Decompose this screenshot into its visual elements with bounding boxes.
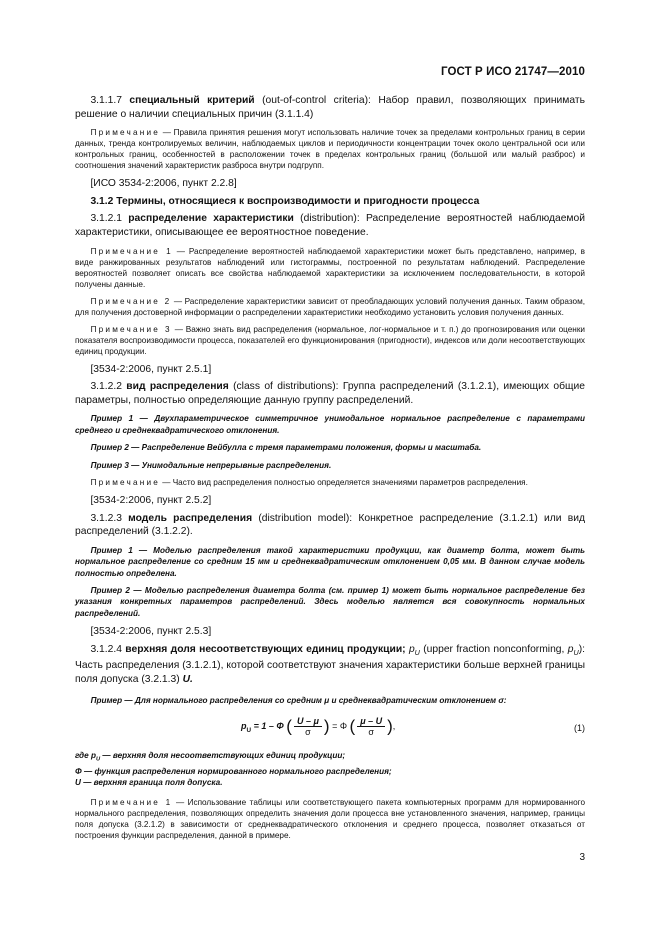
note <box>75 324 585 357</box>
term-symbol-2: p <box>567 643 574 655</box>
formula-fraction-1 <box>294 716 322 737</box>
example: Пример 2 — Распределение Вейбулла с тремя параметрами положения, формы и масштаба. <box>90 443 482 453</box>
page-number: 3 <box>579 852 585 863</box>
term-symbol-sub: U <box>414 647 420 657</box>
note-label: Примечание <box>90 477 160 487</box>
formula-example-intro: Пример — Для нормального распределения со средним μ и среднеквадратическим отклонением σ: <box>90 695 507 705</box>
term-number: 3.1.2.1 <box>90 213 122 225</box>
example: Пример 1 — Двухпараметрическое симметричное унимодальное нормальное распределение с параметрами среднего и среднеквадратического отклонения. <box>75 414 585 435</box>
term-entry <box>75 212 585 239</box>
fraction-2-bottom: σ <box>368 727 374 738</box>
document-header: ГОСТ Р ИСО 21747—2010 <box>440 66 585 78</box>
term-number: 3.1.2.4 <box>90 643 122 655</box>
term-entry <box>75 94 585 121</box>
note-text: — Распределение характеристики зависит от преобладающих условий получения данных. Таким образом, для получения достоверной информации о распределении характеристики необходимо установить условия получения данных. <box>75 296 585 317</box>
fraction-1-top: U – μ <box>294 716 322 727</box>
term-title: вид распределения <box>126 381 229 393</box>
formula-lhs: p <box>241 720 247 731</box>
where-item <box>75 766 585 777</box>
term-symbol-sub-2: U <box>573 647 579 657</box>
note-text: — Правила принятия решения могут использовать наличие точек за пределами контрольных границ в серии данных, тренда контролируемых величин, наблюдаемых циклов и периодичности концентрации точек около центральной оси или контрольных границ, особенностей в расположении точек в пределах контрольных границ (большой или малый разброс) и соотношения значений характеристик разброса внутри подгрупп. <box>75 128 586 171</box>
term-definition: ): Часть распределения (3.1.2.1), которой соответствуют значения характеристики больше верхней границы поля допуска (3.2.1.3) <box>75 643 585 686</box>
term-title: распределение характеристики <box>128 213 294 225</box>
formula-1 <box>75 712 585 744</box>
note-text: — Часто вид распределения полностью определяется значениями параметров распределения. <box>162 477 528 487</box>
term-number: 3.1.2.3 <box>90 512 122 524</box>
where-text: — верхняя доля несоответствующих единиц продукции; <box>100 751 346 761</box>
section-heading <box>75 195 585 209</box>
final-note <box>75 797 585 841</box>
term-definition: (class of distributions): Группа распределений (3.1.2.1), имеющих общие параметры, полностью определяющие данную группу распределений. <box>75 381 585 406</box>
note-label: Примечание 2 <box>90 296 172 306</box>
formula-expression: $p_U = 1 - \Phi$ ( $\frac{U - \mu}{\sigma}$ ) = Φ ( $\frac{\mu - U}{\sigma}$ ), <box>241 716 396 738</box>
where-item <box>75 750 585 766</box>
formula-tail: , <box>392 720 396 731</box>
term-definition: (out-of-control criteria): Набор правил, позволяющих принимать решение о наличии специальных причин (3.1.1.4) <box>75 95 585 120</box>
final-note-text: — Использование таблицы или соответствующего пакета компьютерных программ для нормированного нормального распределения, позволяющих определить значения доли процесса вне установленного значения, например, границы поля допуска (3.2.1.2) в зависимости от среднеквадратического отклонения и среднего процесса, позволяет отказаться от построения функции распределения, данной в примере. <box>75 797 585 840</box>
term-symbol: p <box>408 643 415 655</box>
where-text: — функция распределения нормированного нормального распределения; <box>81 767 392 777</box>
where-symbol: где p <box>75 751 96 761</box>
source-reference: [ИСО 3534-2:2006, пункт 2.2.8] <box>90 178 237 190</box>
formula-lhs-sub: U <box>246 726 252 734</box>
note <box>75 477 585 488</box>
note <box>75 127 585 171</box>
document-body <box>75 94 585 841</box>
note-text: — Распределение вероятностей наблюдаемой характеристики может быть представлено, например, в виде ранжированных результатов наблюдений или гистограммы, построенной по результатам наблюдений. Распределение вероятностей позволяет описать все свойства наблюдаемой характеристики за исключением последовательности, в которой получены данные. <box>75 246 585 289</box>
term-title: специальный критерий <box>129 95 255 106</box>
term-english: (upper fraction nonconforming, <box>423 643 565 655</box>
final-note-label: Примечание 1 <box>90 797 173 807</box>
term-definition: (distribution): Распределение вероятностей наблюдаемой характеристики, описывающее ее вероятностное поведение. <box>75 213 585 238</box>
term-3-1-2-4 <box>75 643 585 687</box>
term-entry <box>75 380 585 407</box>
note-text: — Важно знать вид распределения (нормальное, лог-нормальное и т. п.) до прогнозирования или оценки показателя воспроизводимости процесса, показателей его функционирования (пригодности), индексов или доли несоответствующих единиц продукции. <box>75 324 585 356</box>
section-number: 3.1.2 <box>90 195 114 207</box>
formula-eq2: = Φ <box>332 720 347 731</box>
where-symbol: Φ <box>75 767 82 777</box>
body-items <box>75 94 585 639</box>
source-reference: [3534-2:2006, пункт 2.5.1] <box>90 363 212 375</box>
where-item <box>75 777 585 788</box>
formula-fraction-2 <box>357 716 385 737</box>
where-text: — верхняя граница поля допуска. <box>80 778 223 788</box>
term-number: 3.1.2.2 <box>90 381 122 393</box>
note <box>75 296 585 318</box>
example: Пример 2 — Моделью распределения диаметра болта (см. пример 1) может быть нормальное распределение без указания конкретных параметров распределений. Здесь моделью является вся совокупность нормальных распределений. <box>75 585 585 618</box>
fraction-2-top: μ – U <box>357 716 385 727</box>
note-label: Примечание 1 <box>90 246 173 256</box>
formula-eq1: = 1 – Φ <box>253 720 284 731</box>
term-title: верхняя доля несоответствующих единиц продукции; <box>125 643 406 655</box>
formula-number: (1) <box>574 723 585 734</box>
section-title: Термины, относящиеся к воспроизводимости и пригодности процесса <box>116 195 480 207</box>
note <box>75 246 585 290</box>
where-symbol: U <box>75 778 81 788</box>
term-definition: (distribution model): Конкретное распределение (3.1.2.1) или вид распределений (3.1.2.2). <box>75 512 585 538</box>
source-reference: [3534-2:2006, пункт 2.5.3] <box>90 626 212 638</box>
example: Пример 3 — Унимодальные непрерывные распределения. <box>90 460 332 470</box>
where-list <box>75 750 585 789</box>
example: Пример 1 — Моделью распределения такой характеристики продукции, как диаметр болта, может быть нормальное распределение со средним 15 мм и среднеквадратическим отклонением 0,05 мм. В данном случае модель полностью определена. <box>75 545 585 578</box>
fraction-1-bottom: σ <box>305 727 311 738</box>
term-end-symbol: U. <box>182 674 193 686</box>
source-reference: [3534-2:2006, пункт 2.5.2] <box>90 494 212 506</box>
term-entry <box>75 512 585 539</box>
note-label: Примечание 3 <box>90 324 172 334</box>
term-number: 3.1.1.7 <box>90 95 122 106</box>
note-label: Примечание <box>90 128 160 138</box>
where-symbol-sub: U <box>95 756 101 763</box>
term-title: модель распределения <box>128 512 253 524</box>
